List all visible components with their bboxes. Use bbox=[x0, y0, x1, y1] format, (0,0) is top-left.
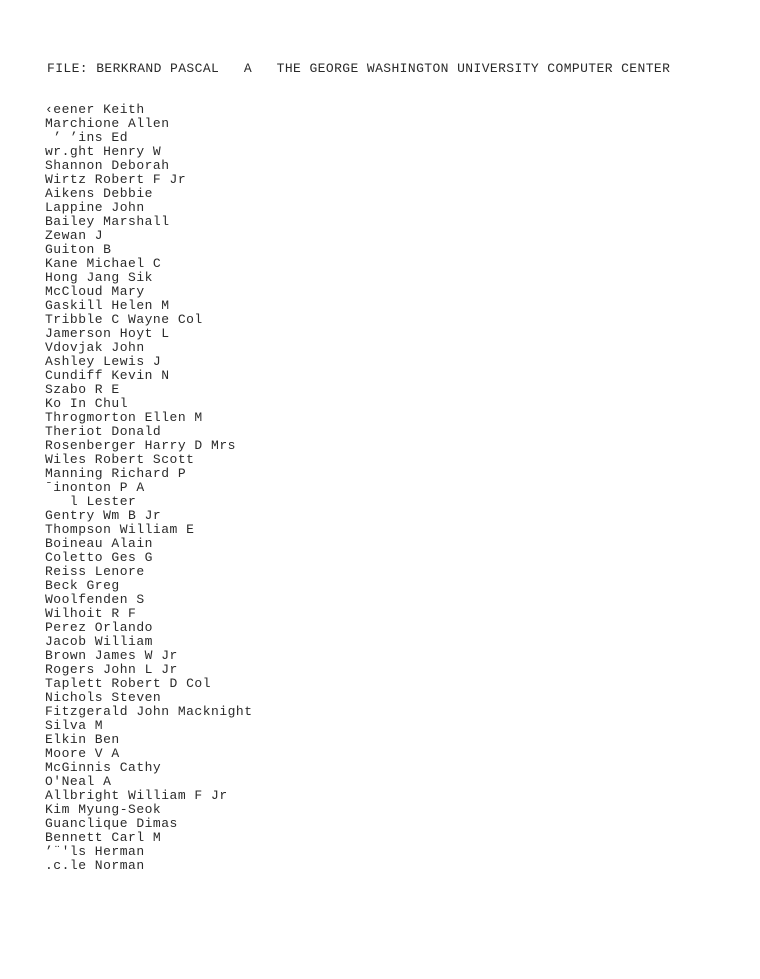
list-item: Kim Myung-Seok bbox=[45, 802, 162, 817]
list-item: Reiss Lenore bbox=[45, 564, 145, 579]
list-item: Perez Orlando bbox=[45, 620, 153, 635]
list-item: Coletto Ges G bbox=[45, 550, 153, 565]
list-item: O'Neal A bbox=[45, 774, 112, 789]
list-item: Zewan J bbox=[45, 228, 104, 243]
list-item: ‹eener Keith bbox=[45, 102, 145, 117]
list-item: Jamerson Hoyt L bbox=[45, 326, 170, 341]
list-item: ’¨'ls Herman bbox=[45, 844, 145, 859]
name-list bbox=[45, 103, 253, 873]
list-item: Gentry Wm B Jr bbox=[45, 508, 162, 523]
list-item: Ko In Chul bbox=[45, 396, 129, 411]
list-item: Throgmorton Ellen M bbox=[45, 410, 203, 425]
list-item: Hong Jang Sik bbox=[45, 270, 153, 285]
list-item: Bailey Marshall bbox=[45, 214, 170, 229]
list-item: McCloud Mary bbox=[45, 284, 145, 299]
list-item: Woolfenden S bbox=[45, 592, 145, 607]
list-item: Guanclique Dimas bbox=[45, 816, 178, 831]
list-item: Jacob William bbox=[45, 634, 153, 649]
list-item: Bennett Carl M bbox=[45, 830, 162, 845]
page-header bbox=[47, 61, 670, 77]
list-item: Theriot Donald bbox=[45, 424, 162, 439]
list-item: Manning Richard P bbox=[45, 466, 187, 481]
list-item: Wirtz Robert F Jr bbox=[45, 172, 187, 187]
list-item: Aikens Debbie bbox=[45, 186, 153, 201]
list-item: Shannon Deborah bbox=[45, 158, 170, 173]
list-item: Szabo R E bbox=[45, 382, 120, 397]
list-item: Wilhoit R F bbox=[45, 606, 137, 621]
list-item: Taplett Robert D Col bbox=[45, 676, 212, 691]
list-item: Boineau Alain bbox=[45, 536, 153, 551]
list-item: Elkin Ben bbox=[45, 732, 120, 747]
list-item: Fitzgerald John Macknight bbox=[45, 704, 253, 719]
list-item: Nichols Steven bbox=[45, 690, 162, 705]
list-item: Gaskill Helen M bbox=[45, 298, 170, 313]
list-item: Silva M bbox=[45, 718, 104, 733]
list-item: l Lester bbox=[45, 494, 137, 509]
file-label: FILE: BERKRAND PASCAL bbox=[47, 61, 220, 76]
list-item: Allbright William F Jr bbox=[45, 788, 228, 803]
list-item: Wiles Robert Scott bbox=[45, 452, 195, 467]
list-item: Lappine John bbox=[45, 200, 145, 215]
list-item: Rogers John L Jr bbox=[45, 662, 178, 677]
list-item: Ashley Lewis J bbox=[45, 354, 162, 369]
list-item: Marchione Allen bbox=[45, 116, 170, 131]
list-item: .c.le Norman bbox=[45, 858, 145, 873]
list-item: Cundiff Kevin N bbox=[45, 368, 170, 383]
list-item: Moore V A bbox=[45, 746, 120, 761]
list-item: ˉinonton P A bbox=[45, 480, 145, 495]
list-item: ’ ’ins Ed bbox=[45, 130, 129, 145]
list-item: Brown James W Jr bbox=[45, 648, 178, 663]
list-item: Thompson William E bbox=[45, 522, 195, 537]
list-item: wr.ght Henry W bbox=[45, 144, 162, 159]
list-item: Kane Michael C bbox=[45, 256, 162, 271]
list-item: Guiton B bbox=[45, 242, 112, 257]
list-item: Beck Greg bbox=[45, 578, 120, 593]
list-item: Tribble C Wayne Col bbox=[45, 312, 203, 327]
list-item: McGinnis Cathy bbox=[45, 760, 162, 775]
file-code: A bbox=[243, 61, 253, 76]
list-item: Vdovjak John bbox=[45, 340, 145, 355]
list-item: Rosenberger Harry D Mrs bbox=[45, 438, 236, 453]
institution-name: THE GEORGE WASHINGTON UNIVERSITY COMPUTER CENTER bbox=[276, 61, 671, 76]
